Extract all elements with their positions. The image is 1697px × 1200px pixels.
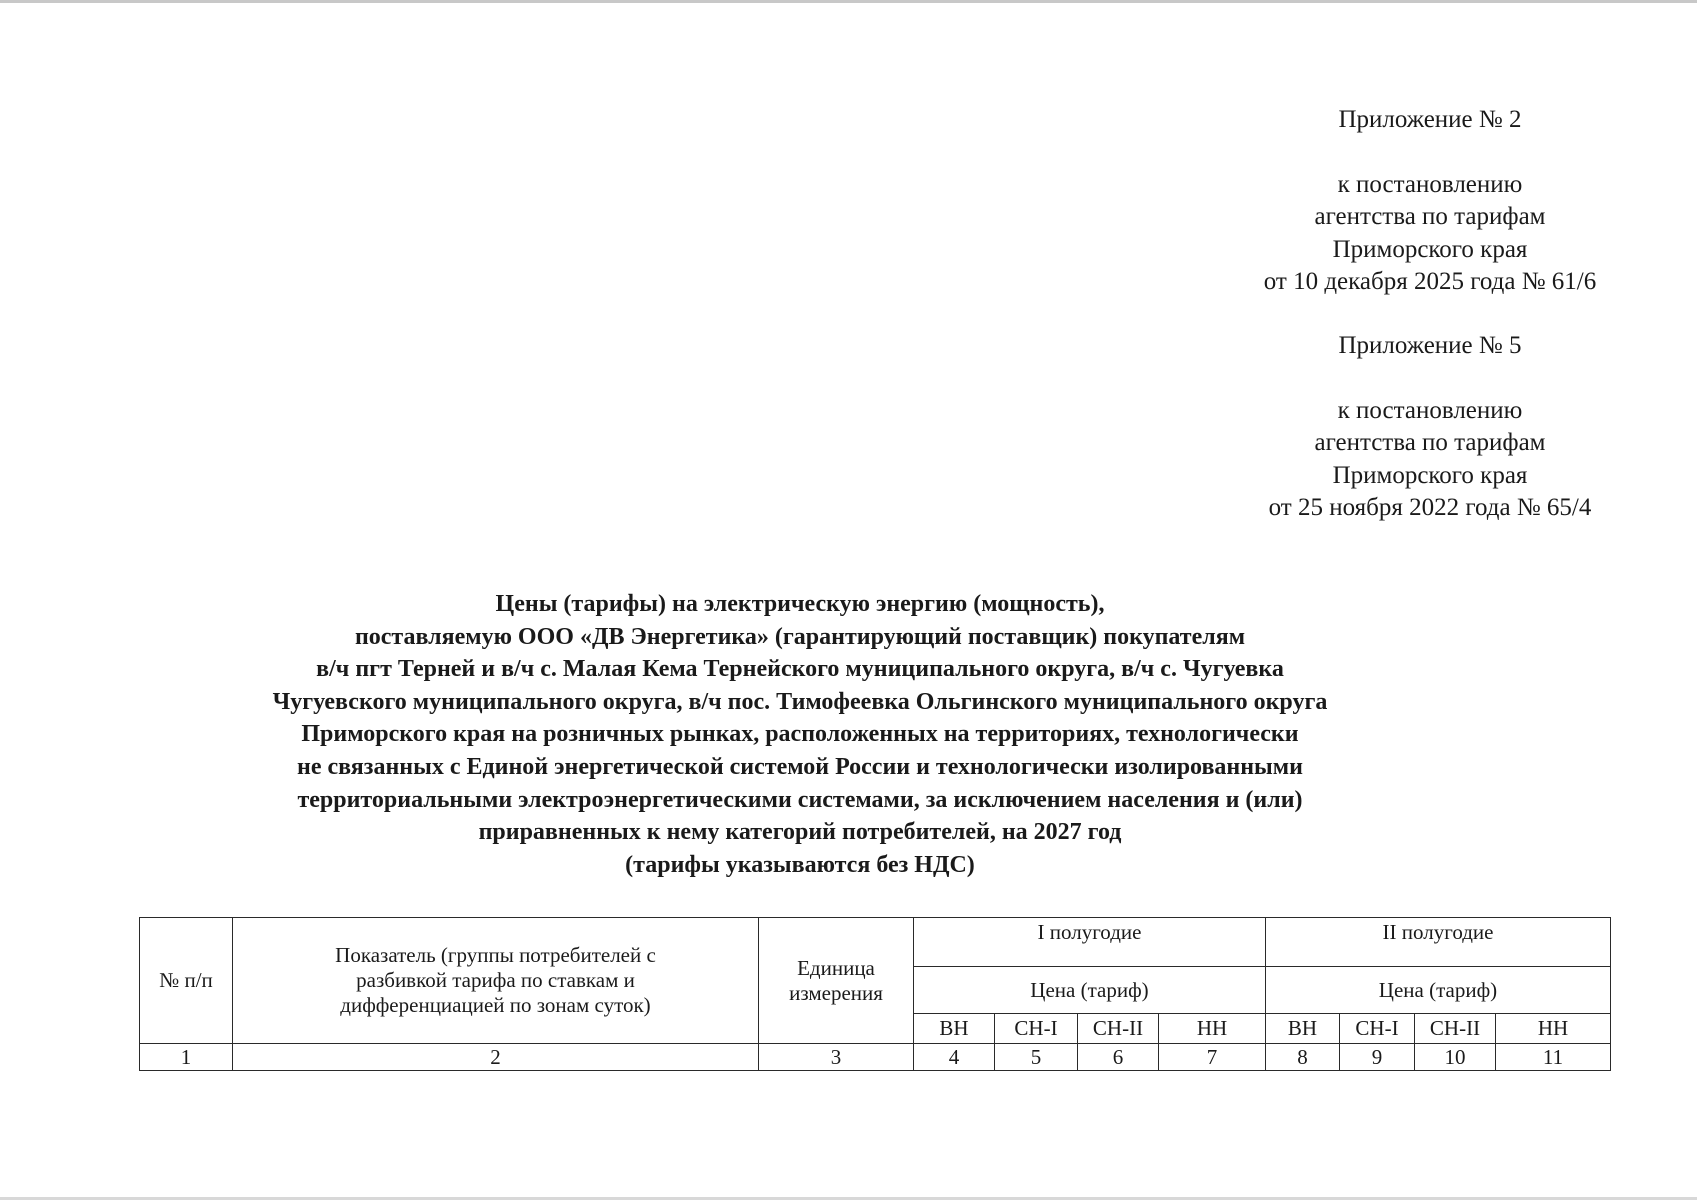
title-line: поставляемую ООО «ДВ Энергетика» (гарантирующий поставщик) покупателям xyxy=(354,623,1246,650)
title-line: территориальными электроэнергетическими системами, за исключением населения и (или) xyxy=(297,786,1303,813)
header-voltage: ВН xyxy=(1266,1014,1340,1044)
column-number: 3 xyxy=(759,1044,914,1071)
tariff-table xyxy=(139,917,1611,1071)
column-number: 2 xyxy=(233,1044,759,1071)
header-voltage: СН-II xyxy=(1078,1014,1159,1044)
annex-original-number: Приложение № 5 xyxy=(1338,332,1522,359)
column-number: 8 xyxy=(1266,1044,1340,1071)
title-line: Чугуевского муниципального округа, в/ч пос. Тимофеевка Ольгинского муниципального округа xyxy=(272,688,1328,715)
annex-current-block xyxy=(1180,104,1680,299)
annex-original-line2: агентства по тарифам xyxy=(1314,429,1546,456)
annex-current-line3: Приморского края xyxy=(1332,235,1528,263)
header-voltage: СН-I xyxy=(1340,1014,1415,1044)
header-voltage: НН xyxy=(1496,1014,1611,1044)
header-indicator: Показатель (группы потребителей с разбивкой тарифа по ставкам и дифференциацией по зонам суток) xyxy=(233,918,759,1044)
title-line: в/ч пгт Терней и в/ч с. Малая Кема Тернейского муниципального округа, в/ч с. Чугуевка xyxy=(316,656,1284,683)
header-num: № п/п xyxy=(140,918,233,1044)
header-half2: II полугодие xyxy=(1266,918,1611,967)
annex-current-line2: агентства по тарифам xyxy=(1314,203,1546,230)
title-line: Цены (тарифы) на электрическую энергию (мощность), xyxy=(495,591,1105,617)
annex-original-line1: к постановлению xyxy=(1337,396,1523,424)
annex-original-block xyxy=(1180,330,1680,525)
header-voltage: СН-II xyxy=(1415,1014,1496,1044)
column-number: 7 xyxy=(1159,1044,1266,1071)
header-half1: I полугодие xyxy=(914,918,1266,967)
header-unit: Единица измерения xyxy=(759,918,914,1044)
annex-original-line3: Приморского края xyxy=(1332,461,1528,489)
title-line: (тарифы указываются без НДС) xyxy=(625,851,975,878)
header-price-half2: Цена (тариф) xyxy=(1266,967,1611,1014)
column-number: 11 xyxy=(1496,1044,1611,1071)
annex-original-line4: от 25 ноября 2022 года № 65/4 xyxy=(1268,494,1592,521)
column-number: 9 xyxy=(1340,1044,1415,1071)
column-number: 6 xyxy=(1078,1044,1159,1071)
annex-current-number: Приложение № 2 xyxy=(1338,106,1522,133)
header-voltage: НН xyxy=(1159,1014,1266,1044)
header-voltage: СН-I xyxy=(995,1014,1078,1044)
column-number: 10 xyxy=(1415,1044,1496,1071)
title-line: Приморского края на розничных рынках, расположенных на территориях, технологически xyxy=(301,721,1299,748)
document-title xyxy=(150,588,1450,881)
title-line: не связанных с Единой энергетической системой России и технологически изолированными xyxy=(297,753,1303,780)
title-line: приравненных к нему категорий потребителей, на 2027 год xyxy=(478,819,1122,846)
annex-current-line1: к постановлению xyxy=(1337,170,1523,198)
header-price-half1: Цена (тариф) xyxy=(914,967,1266,1014)
column-number: 4 xyxy=(914,1044,995,1071)
column-number: 1 xyxy=(140,1044,233,1071)
header-voltage: ВН xyxy=(914,1014,995,1044)
column-number: 5 xyxy=(995,1044,1078,1071)
annex-current-line4: от 10 декабря 2025 года № 61/6 xyxy=(1263,268,1597,295)
scan-top-edge xyxy=(0,0,1697,3)
